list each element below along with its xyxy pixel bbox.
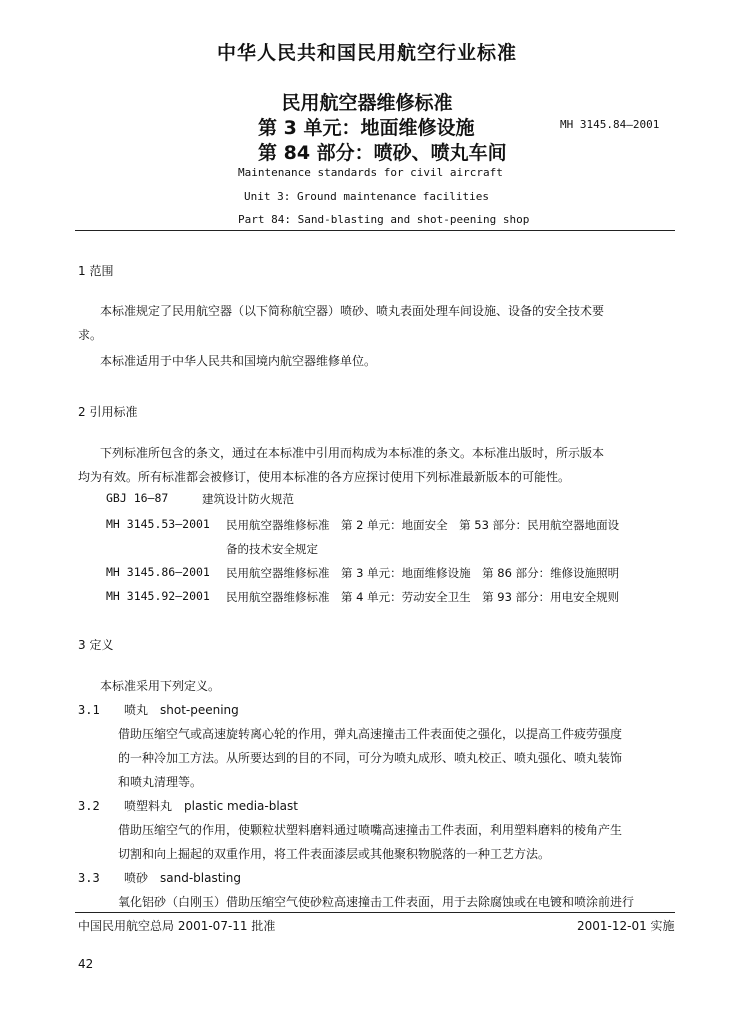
title-en-line-1: Maintenance standards for civil aircraft [238, 166, 503, 179]
section-1-paragraph-1-line-1: 本标准规定了民用航空器（以下简称航空器）喷砂、喷丸表面处理车间设施、设备的安全技术要 [100, 304, 605, 318]
section-3-intro: 本标准采用下列定义。 [100, 679, 221, 693]
definition-text-line: 和喷丸清理等。 [118, 775, 203, 789]
section-2-heading: 2 引用标准 [78, 405, 138, 419]
section-1-heading: 1 范围 [78, 264, 114, 278]
definition-number: 3.2 [78, 799, 100, 813]
definition-number: 3.3 [78, 871, 100, 885]
reference-title: 民用航空器维修标准 第 4 单元：劳动安全卫生 第 93 部分：用电安全规则 [226, 590, 620, 604]
approval-note: 中国民用航空总局 2001-07-11 批准 [78, 919, 276, 933]
effective-date: 2001-12-01 实施 [577, 919, 675, 933]
organization-title: 中华人民共和国民用航空行业标准 [216, 42, 517, 64]
section-1-paragraph-1-line-2: 求。 [78, 328, 103, 342]
definition-text-line: 切割和向上掘起的双重作用，将工件表面漆层或其他聚积物脱落的一种工艺方法。 [118, 847, 551, 861]
definition-text-line: 的一种冷加工方法。从所要达到的目的不同，可分为喷丸成形、喷丸校正、喷丸强化、喷丸装饰 [118, 751, 623, 765]
title-cn-line-2: 第 3 单元：地面维修设施 [258, 117, 475, 139]
section-1-paragraph-2: 本标准适用于中华人民共和国境内航空器维修单位。 [100, 354, 377, 368]
reference-title: 建筑设计防火规范 [202, 492, 294, 506]
reference-code: MH 3145.92—2001 [106, 589, 210, 603]
footer-divider [75, 912, 675, 913]
definition-text-line: 氧化铝砂（白刚玉）借助压缩空气使砂粒高速撞击工件表面，用于去除腐蚀或在电镀和喷涂前进行 [118, 895, 635, 909]
section-3-heading: 3 定义 [78, 638, 114, 652]
reference-code: MH 3145.53—2001 [106, 517, 210, 531]
page-number: 42 [78, 957, 94, 971]
reference-title: 民用航空器维修标准 第 2 单元：地面安全 第 53 部分：民用航空器地面设 [226, 518, 620, 532]
definition-term: 喷砂 sand-blasting [124, 871, 241, 885]
reference-title: 民用航空器维修标准 第 3 单元：地面维修设施 第 86 部分：维修设施照明 [226, 566, 620, 580]
definition-text-line: 借助压缩空气的作用，使颗粒状塑料磨料通过喷嘴高速撞击工件表面，利用塑料磨料的棱角产生 [118, 823, 623, 837]
definition-text-line: 借助压缩空气或高速旋转离心轮的作用，弹丸高速撞击工件表面使之强化，以提高工件疲劳强度 [118, 727, 623, 741]
title-en-line-2: Unit 3: Ground maintenance facilities [244, 190, 490, 203]
title-en-line-3: Part 84: Sand-blasting and shot-peening shop [238, 213, 530, 226]
reference-code: GBJ 16—87 [106, 491, 169, 505]
reference-title-continued: 备的技术安全规定 [226, 542, 318, 556]
reference-code: MH 3145.86—2001 [106, 565, 210, 579]
section-2-paragraph-line-1: 下列标准所包含的条文，通过在本标准中引用而构成为本标准的条文。本标准出版时，所示版本 [100, 446, 605, 460]
definition-term: 喷塑料丸 plastic media-blast [124, 799, 298, 813]
standard-code: MH 3145.84—2001 [560, 118, 660, 131]
title-cn-line-1: 民用航空器维修标准 [281, 92, 453, 114]
definition-term: 喷丸 shot-peening [124, 703, 239, 717]
definition-number: 3.1 [78, 703, 100, 717]
header-divider [75, 230, 675, 231]
section-2-paragraph-line-2: 均为有效。所有标准都会被修订，使用本标准的各方应探讨使用下列标准最新版本的可能性。 [78, 470, 571, 484]
title-cn-line-3: 第 84 部分：喷砂、喷丸车间 [258, 142, 507, 164]
